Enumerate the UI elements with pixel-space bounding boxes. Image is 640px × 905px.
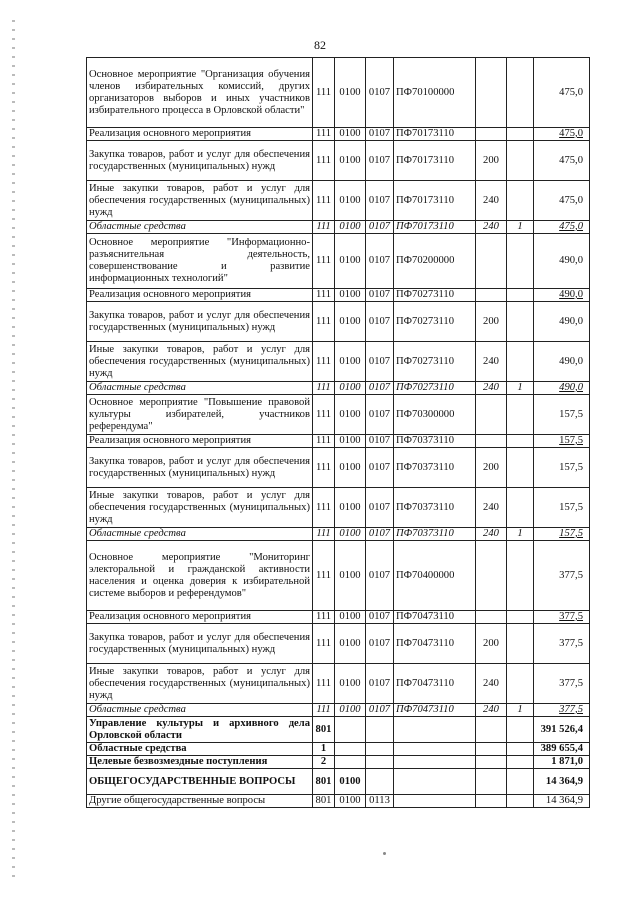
cell-expense-type bbox=[476, 717, 507, 743]
cell-amount: 377,5 bbox=[534, 541, 590, 611]
row-name: Областные средства bbox=[87, 221, 313, 234]
cell-target-article: ПФ70473110 bbox=[394, 704, 476, 717]
cell-funding-source bbox=[507, 541, 534, 611]
row-name: Основное мероприятие "Информационно-разъяснительная деятельность, совершенствование и развитие информационных технологий" bbox=[87, 234, 313, 289]
cell-funding-source bbox=[507, 717, 534, 743]
cell-section-code: 0100 bbox=[335, 342, 366, 382]
cell-admin-code: 111 bbox=[313, 435, 335, 448]
cell-funding-source: 1 bbox=[507, 221, 534, 234]
cell-section-code: 0100 bbox=[335, 528, 366, 541]
cell-funding-source bbox=[507, 128, 534, 141]
cell-section-code: 0100 bbox=[335, 395, 366, 435]
cell-subsection-code: 0107 bbox=[366, 382, 394, 395]
cell-expense-type bbox=[476, 289, 507, 302]
cell-admin-code: 111 bbox=[313, 289, 335, 302]
cell-expense-type bbox=[476, 769, 507, 795]
table-row bbox=[87, 221, 590, 234]
cell-section-code: 0100 bbox=[335, 435, 366, 448]
cell-section-code: 0100 bbox=[335, 141, 366, 181]
cell-admin-code: 111 bbox=[313, 624, 335, 664]
cell-subsection-code: 0107 bbox=[366, 541, 394, 611]
cell-admin-code: 111 bbox=[313, 704, 335, 717]
cell-admin-code: 801 bbox=[313, 795, 335, 808]
cell-amount: 1 871,0 bbox=[534, 756, 590, 769]
cell-amount: 475,0 bbox=[534, 141, 590, 181]
cell-funding-source: 1 bbox=[507, 528, 534, 541]
cell-funding-source bbox=[507, 611, 534, 624]
cell-expense-type: 200 bbox=[476, 302, 507, 342]
cell-funding-source bbox=[507, 435, 534, 448]
row-name: Закупка товаров, работ и услуг для обеспечения государственных (муниципальных) нужд bbox=[87, 141, 313, 181]
cell-admin-code: 2 bbox=[313, 756, 335, 769]
cell-subsection-code: 0107 bbox=[366, 664, 394, 704]
cell-target-article: ПФ70373110 bbox=[394, 435, 476, 448]
cell-target-article: ПФ70173110 bbox=[394, 181, 476, 221]
row-name: Иные закупки товаров, работ и услуг для обеспечения государственных (муниципальных) нужд bbox=[87, 664, 313, 704]
cell-section-code: 0100 bbox=[335, 541, 366, 611]
cell-expense-type bbox=[476, 395, 507, 435]
table-row bbox=[87, 382, 590, 395]
cell-admin-code: 111 bbox=[313, 382, 335, 395]
row-name: Областные средства bbox=[87, 743, 313, 756]
cell-section-code bbox=[335, 756, 366, 769]
table-row bbox=[87, 624, 590, 664]
cell-amount: 389 655,4 bbox=[534, 743, 590, 756]
cell-expense-type: 240 bbox=[476, 488, 507, 528]
table-row bbox=[87, 58, 590, 128]
row-name: Целевые безвозмездные поступления bbox=[87, 756, 313, 769]
table-row bbox=[87, 528, 590, 541]
cell-subsection-code: 0107 bbox=[366, 528, 394, 541]
table-row bbox=[87, 704, 590, 717]
cell-target-article: ПФ70273110 bbox=[394, 342, 476, 382]
cell-target-article: ПФ70373110 bbox=[394, 528, 476, 541]
cell-expense-type: 240 bbox=[476, 664, 507, 704]
table-row bbox=[87, 756, 590, 769]
cell-expense-type: 240 bbox=[476, 382, 507, 395]
cell-funding-source bbox=[507, 448, 534, 488]
page-number: 82 bbox=[314, 38, 326, 52]
row-name: Реализация основного мероприятия bbox=[87, 611, 313, 624]
cell-expense-type bbox=[476, 58, 507, 128]
cell-section-code: 0100 bbox=[335, 769, 366, 795]
cell-amount: 157,5 bbox=[534, 528, 590, 541]
cell-admin-code: 111 bbox=[313, 58, 335, 128]
row-name: Иные закупки товаров, работ и услуг для обеспечения государственных (муниципальных) нужд bbox=[87, 342, 313, 382]
cell-admin-code: 111 bbox=[313, 181, 335, 221]
cell-amount: 490,0 bbox=[534, 289, 590, 302]
cell-admin-code: 111 bbox=[313, 302, 335, 342]
cell-section-code: 0100 bbox=[335, 221, 366, 234]
cell-subsection-code: 0107 bbox=[366, 624, 394, 664]
table-row bbox=[87, 289, 590, 302]
cell-target-article bbox=[394, 756, 476, 769]
cell-target-article: ПФ70473110 bbox=[394, 664, 476, 704]
cell-amount: 157,5 bbox=[534, 395, 590, 435]
cell-target-article: ПФ70173110 bbox=[394, 221, 476, 234]
cell-amount: 490,0 bbox=[534, 342, 590, 382]
cell-funding-source bbox=[507, 58, 534, 128]
cell-target-article: ПФ70400000 bbox=[394, 541, 476, 611]
cell-funding-source bbox=[507, 141, 534, 181]
cell-expense-type: 240 bbox=[476, 528, 507, 541]
cell-funding-source bbox=[507, 342, 534, 382]
row-name: Другие общегосударственные вопросы bbox=[87, 795, 313, 808]
cell-funding-source bbox=[507, 395, 534, 435]
cell-subsection-code: 0107 bbox=[366, 395, 394, 435]
row-name: Иные закупки товаров, работ и услуг для обеспечения государственных (муниципальных) нужд bbox=[87, 488, 313, 528]
cell-subsection-code: 0107 bbox=[366, 58, 394, 128]
cell-admin-code: 1 bbox=[313, 743, 335, 756]
cell-subsection-code: 0107 bbox=[366, 611, 394, 624]
cell-expense-type: 240 bbox=[476, 342, 507, 382]
row-name: Основное мероприятие "Мониторинг электоральной и гражданской активности населения и оценка доверия к избирательной системе выборов и референдумов" bbox=[87, 541, 313, 611]
cell-section-code: 0100 bbox=[335, 795, 366, 808]
cell-section-code: 0100 bbox=[335, 488, 366, 528]
cell-amount: 14 364,9 bbox=[534, 795, 590, 808]
cell-section-code bbox=[335, 717, 366, 743]
row-name: Основное мероприятие "Повышение правовой культуры избирателей, участников референдума" bbox=[87, 395, 313, 435]
cell-section-code: 0100 bbox=[335, 234, 366, 289]
row-name: Реализация основного мероприятия bbox=[87, 435, 313, 448]
cell-expense-type: 200 bbox=[476, 448, 507, 488]
cell-target-article bbox=[394, 717, 476, 743]
table-row bbox=[87, 611, 590, 624]
cell-amount: 475,0 bbox=[534, 58, 590, 128]
cell-amount: 157,5 bbox=[534, 435, 590, 448]
cell-target-article bbox=[394, 795, 476, 808]
cell-admin-code: 111 bbox=[313, 221, 335, 234]
cell-amount: 475,0 bbox=[534, 221, 590, 234]
cell-target-article: ПФ70173110 bbox=[394, 141, 476, 181]
cell-section-code: 0100 bbox=[335, 611, 366, 624]
cell-expense-type bbox=[476, 234, 507, 289]
cell-expense-type bbox=[476, 611, 507, 624]
row-name: Областные средства bbox=[87, 528, 313, 541]
cell-target-article: ПФ70373110 bbox=[394, 488, 476, 528]
cell-admin-code: 111 bbox=[313, 664, 335, 704]
cell-target-article: ПФ70473110 bbox=[394, 624, 476, 664]
cell-admin-code: 111 bbox=[313, 141, 335, 181]
row-name: Реализация основного мероприятия bbox=[87, 128, 313, 141]
cell-target-article: ПФ70273110 bbox=[394, 302, 476, 342]
table-row bbox=[87, 448, 590, 488]
row-name: Иные закупки товаров, работ и услуг для обеспечения государственных (муниципальных) нужд bbox=[87, 181, 313, 221]
table-row bbox=[87, 664, 590, 704]
cell-admin-code: 111 bbox=[313, 611, 335, 624]
table-row bbox=[87, 541, 590, 611]
cell-funding-source bbox=[507, 181, 534, 221]
cell-expense-type: 200 bbox=[476, 624, 507, 664]
cell-expense-type bbox=[476, 128, 507, 141]
cell-amount: 490,0 bbox=[534, 234, 590, 289]
cell-funding-source bbox=[507, 664, 534, 704]
cell-expense-type bbox=[476, 795, 507, 808]
cell-target-article: ПФ70273110 bbox=[394, 382, 476, 395]
cell-section-code: 0100 bbox=[335, 704, 366, 717]
row-name: Закупка товаров, работ и услуг для обеспечения государственных (муниципальных) нужд bbox=[87, 624, 313, 664]
row-name: ОБЩЕГОСУДАРСТВЕННЫЕ ВОПРОСЫ bbox=[87, 769, 313, 795]
cell-amount: 377,5 bbox=[534, 611, 590, 624]
cell-amount: 157,5 bbox=[534, 488, 590, 528]
cell-section-code bbox=[335, 743, 366, 756]
cell-amount: 377,5 bbox=[534, 664, 590, 704]
cell-admin-code: 111 bbox=[313, 488, 335, 528]
table-row bbox=[87, 717, 590, 743]
table-row bbox=[87, 141, 590, 181]
cell-target-article: ПФ70473110 bbox=[394, 611, 476, 624]
cell-funding-source bbox=[507, 289, 534, 302]
cell-subsection-code bbox=[366, 743, 394, 756]
cell-expense-type bbox=[476, 743, 507, 756]
cell-target-article bbox=[394, 769, 476, 795]
cell-subsection-code bbox=[366, 769, 394, 795]
budget-table-container bbox=[86, 57, 589, 808]
cell-subsection-code: 0107 bbox=[366, 181, 394, 221]
cell-subsection-code: 0107 bbox=[366, 488, 394, 528]
cell-expense-type bbox=[476, 541, 507, 611]
cell-section-code: 0100 bbox=[335, 58, 366, 128]
cell-section-code: 0100 bbox=[335, 382, 366, 395]
cell-subsection-code: 0107 bbox=[366, 448, 394, 488]
cell-funding-source: 1 bbox=[507, 704, 534, 717]
cell-amount: 14 364,9 bbox=[534, 769, 590, 795]
row-name: Реализация основного мероприятия bbox=[87, 289, 313, 302]
cell-subsection-code: 0107 bbox=[366, 221, 394, 234]
table-row bbox=[87, 302, 590, 342]
cell-target-article: ПФ70273110 bbox=[394, 289, 476, 302]
table-row bbox=[87, 769, 590, 795]
cell-subsection-code: 0107 bbox=[366, 234, 394, 289]
cell-funding-source bbox=[507, 769, 534, 795]
cell-amount: 475,0 bbox=[534, 181, 590, 221]
cell-admin-code: 111 bbox=[313, 234, 335, 289]
cell-admin-code: 111 bbox=[313, 528, 335, 541]
row-name: Закупка товаров, работ и услуг для обеспечения государственных (муниципальных) нужд bbox=[87, 448, 313, 488]
binding-edge-marks bbox=[12, 20, 15, 880]
cell-amount: 475,0 bbox=[534, 128, 590, 141]
cell-section-code: 0100 bbox=[335, 448, 366, 488]
cell-funding-source bbox=[507, 624, 534, 664]
cell-expense-type: 240 bbox=[476, 221, 507, 234]
table-row bbox=[87, 128, 590, 141]
cell-admin-code: 801 bbox=[313, 769, 335, 795]
cell-subsection-code: 0113 bbox=[366, 795, 394, 808]
cell-funding-source bbox=[507, 302, 534, 342]
cell-target-article: ПФ70373110 bbox=[394, 448, 476, 488]
cell-expense-type: 240 bbox=[476, 181, 507, 221]
cell-amount: 490,0 bbox=[534, 302, 590, 342]
cell-funding-source bbox=[507, 756, 534, 769]
cell-admin-code: 111 bbox=[313, 448, 335, 488]
budget-table-body bbox=[87, 58, 590, 808]
cell-subsection-code: 0107 bbox=[366, 435, 394, 448]
cell-section-code: 0100 bbox=[335, 624, 366, 664]
cell-target-article bbox=[394, 743, 476, 756]
row-name: Основное мероприятие "Организация обучения членов избирательных комиссий, других организаторов выборов и иных участников избирательного процесса в Орловской области" bbox=[87, 58, 313, 128]
cell-section-code: 0100 bbox=[335, 181, 366, 221]
cell-funding-source bbox=[507, 743, 534, 756]
cell-expense-type bbox=[476, 435, 507, 448]
cell-subsection-code: 0107 bbox=[366, 128, 394, 141]
budget-table bbox=[86, 57, 590, 808]
cell-expense-type: 200 bbox=[476, 141, 507, 181]
cell-admin-code: 111 bbox=[313, 128, 335, 141]
row-name: Областные средства bbox=[87, 704, 313, 717]
table-row bbox=[87, 342, 590, 382]
cell-subsection-code bbox=[366, 717, 394, 743]
cell-target-article: ПФ70173110 bbox=[394, 128, 476, 141]
cell-amount: 377,5 bbox=[534, 704, 590, 717]
row-name: Управление культуры и архивного дела Орловской области bbox=[87, 717, 313, 743]
cell-target-article: ПФ70100000 bbox=[394, 58, 476, 128]
cell-section-code: 0100 bbox=[335, 289, 366, 302]
cell-admin-code: 111 bbox=[313, 395, 335, 435]
cell-amount: 377,5 bbox=[534, 624, 590, 664]
cell-funding-source: 1 bbox=[507, 382, 534, 395]
cell-subsection-code: 0107 bbox=[366, 302, 394, 342]
cell-expense-type bbox=[476, 756, 507, 769]
cell-section-code: 0100 bbox=[335, 128, 366, 141]
table-row bbox=[87, 395, 590, 435]
row-name: Закупка товаров, работ и услуг для обеспечения государственных (муниципальных) нужд bbox=[87, 302, 313, 342]
table-row bbox=[87, 181, 590, 221]
table-row bbox=[87, 743, 590, 756]
cell-section-code: 0100 bbox=[335, 664, 366, 704]
cell-admin-code: 801 bbox=[313, 717, 335, 743]
cell-amount: 157,5 bbox=[534, 448, 590, 488]
cell-admin-code: 111 bbox=[313, 342, 335, 382]
cell-subsection-code: 0107 bbox=[366, 704, 394, 717]
cell-subsection-code: 0107 bbox=[366, 289, 394, 302]
cell-expense-type: 240 bbox=[476, 704, 507, 717]
cell-admin-code: 111 bbox=[313, 541, 335, 611]
table-row bbox=[87, 795, 590, 808]
cell-section-code: 0100 bbox=[335, 302, 366, 342]
cell-target-article: ПФ70200000 bbox=[394, 234, 476, 289]
cell-amount: 490,0 bbox=[534, 382, 590, 395]
cell-amount: 391 526,4 bbox=[534, 717, 590, 743]
table-row bbox=[87, 435, 590, 448]
cell-target-article: ПФ70300000 bbox=[394, 395, 476, 435]
cell-subsection-code: 0107 bbox=[366, 342, 394, 382]
cell-subsection-code bbox=[366, 756, 394, 769]
scan-speck bbox=[383, 852, 386, 855]
cell-funding-source bbox=[507, 234, 534, 289]
row-name: Областные средства bbox=[87, 382, 313, 395]
cell-subsection-code: 0107 bbox=[366, 141, 394, 181]
table-row bbox=[87, 234, 590, 289]
table-row bbox=[87, 488, 590, 528]
cell-funding-source bbox=[507, 795, 534, 808]
cell-funding-source bbox=[507, 488, 534, 528]
